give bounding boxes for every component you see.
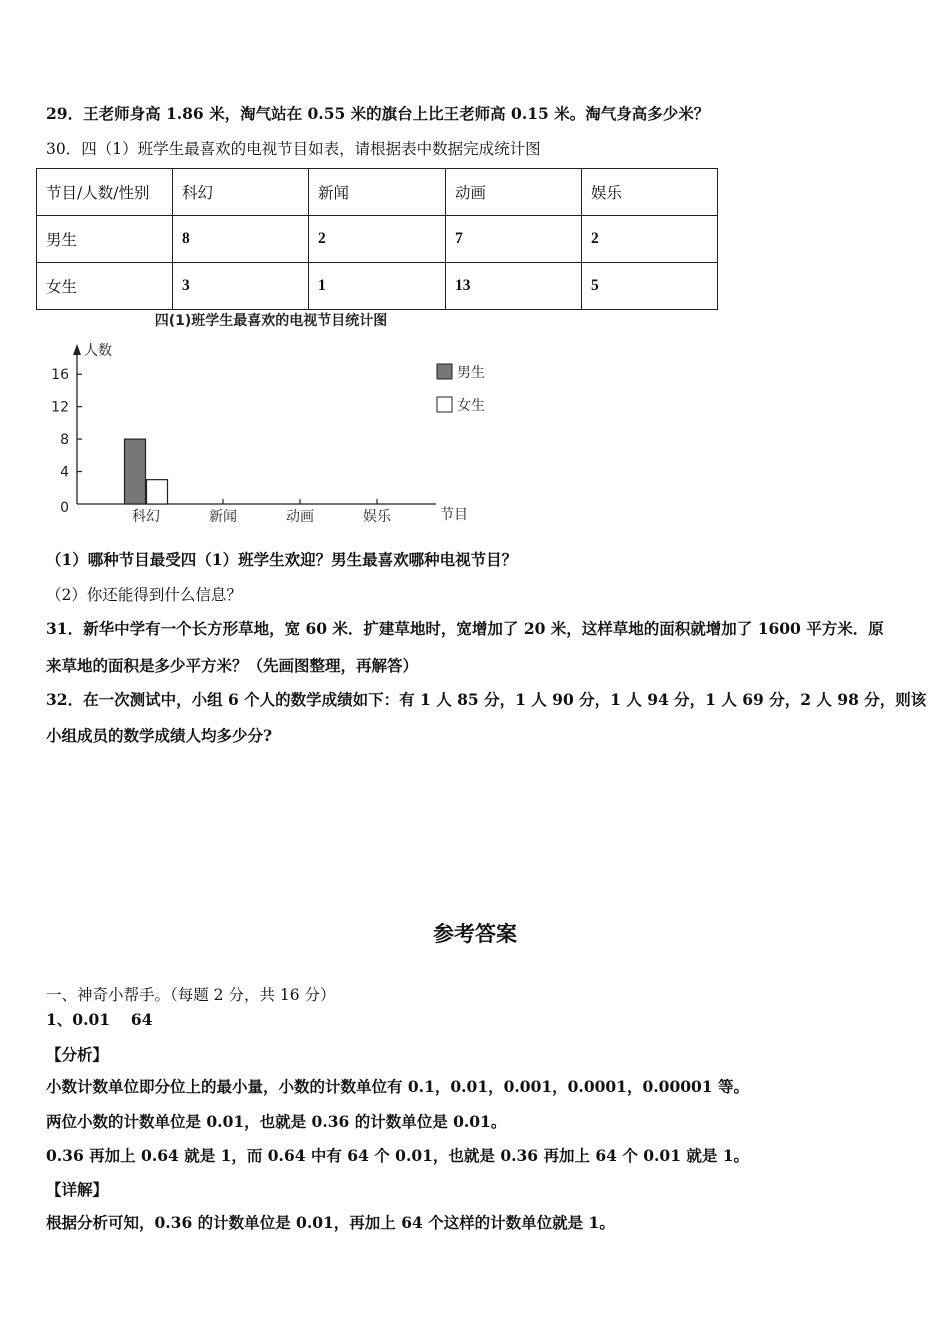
sub-question-1: （1）哪种节目最受四（1）班学生欢迎？男生最喜欢哪种电视节目？ [46,550,518,569]
table-cell: 13 [446,263,582,310]
sub-question-2: （2）你还能得到什么信息？ [46,586,242,604]
table-row-label: 男生 [37,216,173,263]
x-axis-label: 节目 [440,507,468,523]
table-row-label: 女生 [37,263,173,310]
bars [125,439,168,504]
x-tick-label: 娱乐 [363,509,391,525]
answer-1: 1、0.01 64 [46,1010,153,1029]
section-heading: 一、神奇小帮手。（每题 2 分，共 16 分） [46,986,336,1004]
question-31-line-2: 来草地的面积是多少平方米？（先画图整理，再解答） [46,656,419,675]
detail-label: 【详解】 [46,1180,109,1199]
legend-swatch-boys [437,364,452,379]
y-tick-label: 12 [51,399,69,416]
x-categories [132,499,392,525]
question-32-line-1: 32．在一次测试中，小组 6 个人的数学成绩如下：有 1 人 85 分，1 人 90 分，1 人 94 分，1 人 69 分，2 人 98 分，则该 [46,690,927,709]
x-tick-label: 动画 [286,509,314,525]
bar-chart [36,308,506,533]
table-cell: 8 [173,216,309,263]
answer-title: 参考答案 [433,921,517,946]
bar-girls [147,480,168,504]
legend [437,364,485,414]
legend-label-girls: 女生 [457,398,485,414]
legend-swatch-girls [437,397,452,412]
table-cell: 7 [446,216,582,263]
table-cell: 1 [309,263,446,310]
table-header-cell: 节目/人数/性别 [37,169,173,216]
table-header-row [37,169,718,216]
tv-program-table [36,168,718,310]
y-axis-arrow [73,344,81,355]
analysis-line-1: 小数计数单位即分位上的最小量，小数的计数单位有 0.1，0.01，0.001，0.0001，0.00001 等。 [46,1077,749,1096]
question-29: 29．王老师身高 1.86 米，淘气站在 0.55 米的旗台上比王老师高 0.15 米。淘气身高多少米？ [46,104,710,123]
analysis-label: 【分析】 [46,1045,109,1064]
legend-label-boys: 男生 [457,365,485,381]
y-tick-label: 16 [51,367,69,384]
table-cell: 2 [582,216,718,263]
y-axis-label: 人数 [84,343,112,359]
detail-line-1: 根据分析可知，0.36 的计数单位是 0.01，再加上 64 个这样的计数单位就是 1。 [46,1213,615,1232]
bar-boys [125,439,146,504]
question-31-line-1: 31．新华中学有一个长方形草地，宽 60 米．扩建草地时，宽增加了 20 米，这样草地的面积就增加了 1600 平方米．原 [46,619,884,638]
table-row [37,216,718,263]
table-header-cell: 新闻 [309,169,446,216]
x-tick-label: 新闻 [209,509,237,525]
chart-title: 四(1)班学生最喜欢的电视节目统计图 [154,313,388,329]
table-header-cell: 娱乐 [582,169,718,216]
table-cell: 5 [582,263,718,310]
y-tick-label: 0 [60,500,69,516]
table-header-cell: 科幻 [173,169,309,216]
table-row [37,263,718,310]
question-32-line-2: 小组成员的数学成绩人均多少分? [46,726,273,745]
x-tick-label: 科幻 [132,509,160,525]
question-30: 30．四（1）班学生最喜欢的电视节目如表，请根据表中数据完成统计图 [46,140,541,158]
table-cell: 2 [309,216,446,263]
table-header-cell: 动画 [446,169,582,216]
analysis-line-3: 0.36 再加上 0.64 就是 1，而 0.64 中有 64 个 0.01，也就是 0.36 再加上 64 个 0.01 就是 1。 [46,1146,750,1165]
analysis-line-2: 两位小数的计数单位是 0.01，也就是 0.36 的计数单位是 0.01。 [46,1112,507,1131]
y-tick-label: 4 [60,464,69,481]
y-tick-label: 8 [60,432,69,449]
table-cell: 3 [173,263,309,310]
